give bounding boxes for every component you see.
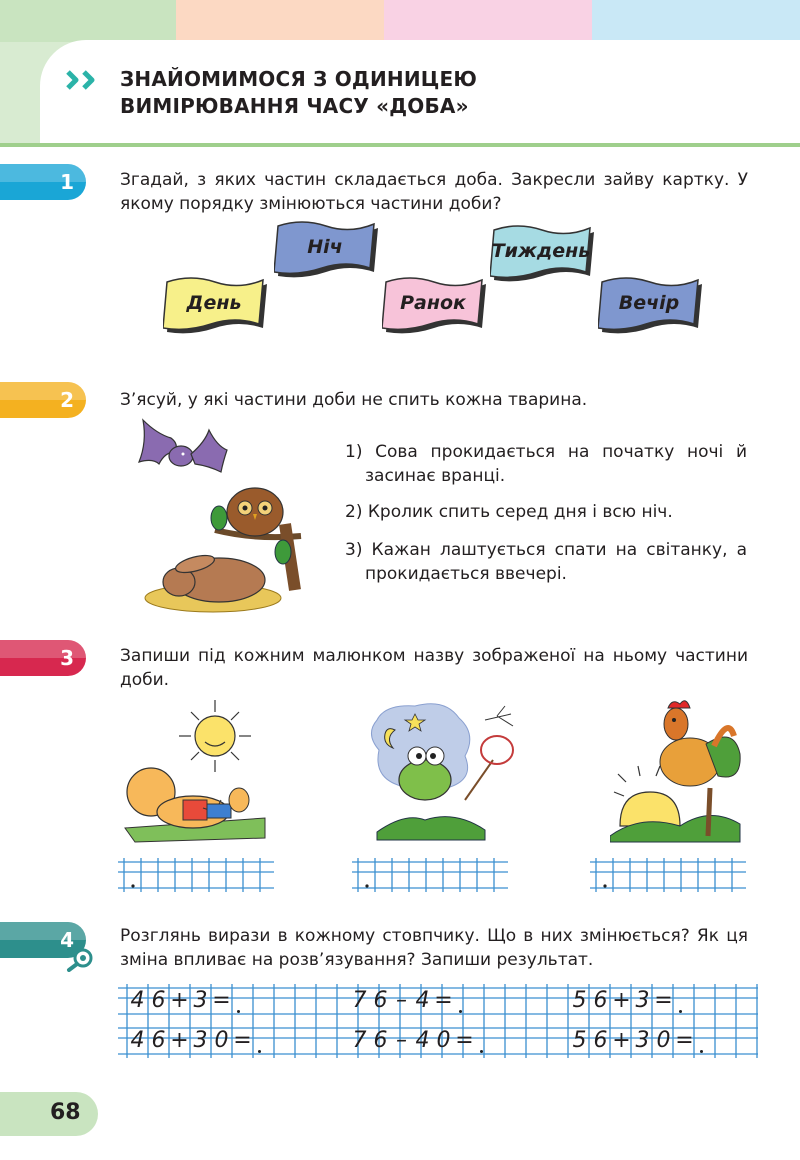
expr-char: 6 [151,1028,166,1053]
expr-char: 7 [352,988,367,1013]
answer-dot [237,1010,240,1013]
answer-grid-3[interactable] [590,858,746,892]
answer-grid-1[interactable] [118,858,274,892]
expr-char: = [654,988,673,1013]
expression-row-2-col-2 [349,1028,475,1053]
expr-char: 3 [635,1028,650,1053]
expr-char: 6 [593,988,608,1013]
expr-char: = [434,988,453,1013]
double-chevron-icon [66,70,106,90]
top-strip-pink [384,0,592,42]
expression-row-1-col-3 [569,988,674,1013]
task-3-number: 3 [60,646,74,670]
rooster-morning-image [610,696,750,846]
card-vechir-label: Вечір [618,292,680,314]
expr-char: + [612,988,631,1013]
expr-char: + [612,1028,631,1053]
expr-char: 4 [130,1028,145,1053]
owl-image [227,488,283,536]
card-tyzhden[interactable] [490,224,598,286]
expr-char: = [233,1028,252,1053]
expr-char: 3 [635,988,650,1013]
task-2-badge [0,382,86,418]
task-2-text: З’ясуй, у які частини доби не спить кожна тварина. [120,390,588,410]
expr-char: 5 [572,988,587,1013]
expression-row-1-col-1 [127,988,232,1013]
expr-char: 5 [572,1028,587,1053]
task-4-number: 4 [60,928,74,952]
card-nich[interactable] [274,220,382,282]
page-title [120,66,720,120]
task-1-text: Згадай, з яких частин складається доба. Закресли зайву картку. У якому порядку змінюються частини доби? [120,170,748,214]
expr-char: 4 [415,1028,430,1053]
expr-char: 7 [352,1028,367,1053]
title-line-1: ЗНАЙОМИМОСЯ З ОДИНИЦЕЮ [120,67,478,91]
answer-grid-2[interactable] [352,858,508,892]
title-line-2: ВИМІРЮВАННЯ ЧАСУ «ДОБА» [120,94,469,118]
task-2-item-2: 2) Кролик спить серед дня і всю ніч. [345,502,673,522]
expr-char: = [675,1028,694,1053]
expr-char: 4 [415,988,430,1013]
answer-dot [459,1010,462,1013]
expr-char: 4 [130,988,145,1013]
card-nich-label: Ніч [307,236,343,258]
bat-image [139,420,227,472]
task-3-text: Запиши під кожним малюнком назву зображеної на ньому частини доби. [120,646,748,690]
expr-char: = [212,988,231,1013]
expression-row-2-col-1 [127,1028,253,1053]
expr-char: 0 [436,1028,451,1053]
task-2-number: 2 [60,388,74,412]
sleeping-cat-sun-image [115,696,275,846]
card-den-label: День [186,292,242,314]
card-ranok-label: Ранок [400,292,466,314]
answer-dot [258,1050,261,1053]
expr-char: 6 [593,1028,608,1053]
task-2-items [345,440,747,586]
answer-dot [700,1050,703,1053]
expr-char: + [170,988,189,1013]
card-tyzhden-label: Тиждень [491,240,591,262]
card-den[interactable] [163,276,271,338]
page-number-tab [0,1092,98,1136]
header-divider [0,143,800,147]
task-2-item-1: 1) Сова прокидається на початку ночі й засинає вранці. [345,442,747,486]
answer-dot [480,1050,483,1053]
page-number: 68 [50,1100,81,1125]
expression-row-1-col-2 [349,988,454,1013]
animals-illustration [135,412,325,617]
answer-dot [679,1010,682,1013]
expr-char: = [455,1028,474,1053]
magnifier-icon [64,946,94,972]
task-1-badge [0,164,86,200]
task-4-text: Розглянь вирази в кожному стовпчику. Що в них змінюється? Як ця зміна впливає на розв’язування? Запиши результат. [120,926,748,970]
task-2-item-3: 3) Кажан лаштується спати на світанку, а прокидається ввечері. [345,540,747,584]
rabbit-image [163,552,265,602]
expr-char: 6 [373,1028,388,1053]
expr-char: – [396,988,407,1013]
top-strip-blue [592,0,800,42]
frog-night-image [365,700,525,845]
expr-char: 0 [656,1028,671,1053]
expr-char: 3 [193,1028,208,1053]
task-3-badge [0,640,86,676]
task-1-number: 1 [60,170,74,194]
expr-char: 6 [151,988,166,1013]
expr-char: + [170,1028,189,1053]
expr-char: 0 [214,1028,229,1053]
card-ranok[interactable] [382,276,490,338]
top-strip-peach [176,0,384,42]
expression-row-2-col-3 [569,1028,695,1053]
card-vechir[interactable] [598,276,706,338]
top-strip-green [0,0,176,42]
expr-char: – [396,1028,407,1053]
expr-char: 6 [373,988,388,1013]
expr-char: 3 [193,988,208,1013]
